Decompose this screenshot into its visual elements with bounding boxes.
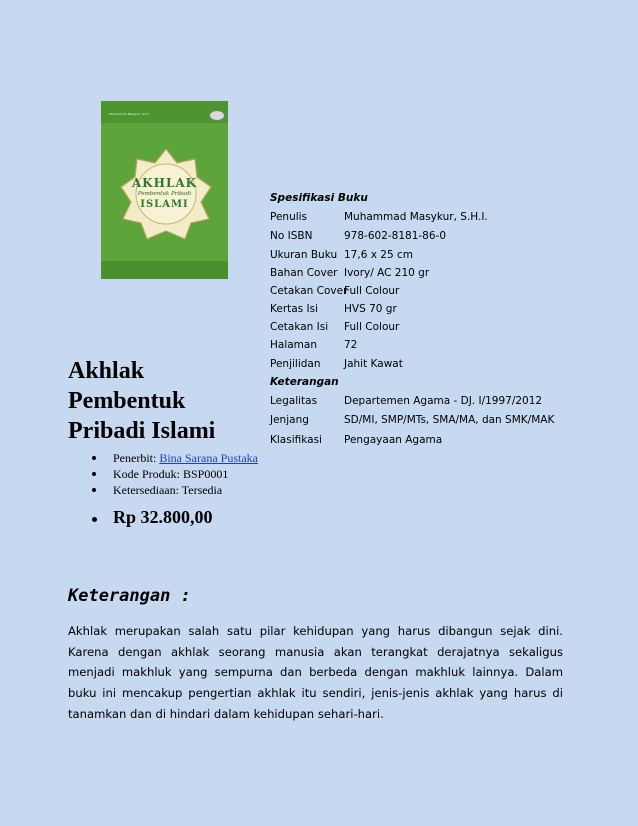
spec-label: Halaman [270, 339, 317, 351]
cover-bottom-band [101, 261, 228, 279]
spec-value: Ivory/ AC 210 gr [344, 267, 430, 279]
spec-row-klasifikasi [270, 432, 590, 449]
description-heading: Keterangan : [68, 586, 191, 606]
spec-value: 978-602-8181-86-0 [344, 230, 447, 242]
product-code: Kode Produk: BSP0001 [74, 466, 258, 482]
spec-label: Ukuran Buku [270, 249, 338, 261]
spec-label: No ISBN [270, 230, 313, 242]
spec-value: Jahit Kawat [344, 358, 403, 370]
spec-value: 72 [344, 339, 358, 351]
book-cover-image [101, 101, 228, 279]
spec-value: Muhammad Masykur, S.H.I. [344, 211, 488, 223]
spec-label: Legalitas [270, 395, 318, 407]
spec-value: HVS 70 gr [344, 303, 397, 315]
spec-row-ukuran [270, 247, 570, 264]
spec-value: Full Colour [344, 285, 400, 297]
spec-value: SD/MI, SMP/MTs, SMA/MA, dan SMK/MAK [344, 414, 555, 426]
publisher-item [74, 450, 258, 466]
spec-heading: Spesifikasi Buku [270, 192, 368, 204]
spec-row-jenjang [270, 412, 590, 429]
spec-label: Kertas Isi [270, 303, 318, 315]
description-text: Akhlak merupakan salah satu pilar kehidupan yang harus dibangun sejak dini. Karena dengan akhlak seorang manusia akan terangkat derajatnya sekaligus menjadi makhluk yang sempurna dan berbeda dengan makhluk lainnya. Dalam buku ini mencakup pengertian akhlak itu sendiri, jenis-jenis akhlak yang harus di tanamkan dan di hindari dalam kehidupan sehari-hari. [68, 624, 563, 721]
spec-row-penjilidan [270, 356, 570, 373]
spec-label: Bahan Cover [270, 267, 338, 279]
cover-title-main: AKHLAK [131, 176, 198, 190]
spec-heading-keterangan: Keterangan [270, 376, 339, 388]
product-title-line: Pembentuk [68, 388, 186, 414]
spec-row-legalitas [270, 393, 590, 410]
spec-row-cetakan-isi [270, 319, 570, 336]
price-value: Rp 32.800,00 [113, 507, 213, 527]
spec-row-penulis [270, 209, 570, 226]
product-meta-list [74, 450, 258, 498]
cover-title-sub: Pembentuk Pribadi [137, 191, 192, 197]
spec-row-bahan-cover [270, 265, 570, 282]
spec-label: Cetakan Cover [270, 285, 348, 297]
spec-value: Pengayaan Agama [344, 434, 443, 446]
spec-row-kertas-isi [270, 301, 570, 318]
spec-row-halaman [270, 337, 570, 354]
spec-label: Penjilidan [270, 358, 321, 370]
spec-label: Cetakan Isi [270, 321, 329, 333]
publisher-link[interactable]: Bina Sarana Pustaka [159, 451, 258, 465]
spec-label: Klasifikasi [270, 434, 322, 446]
availability: Ketersediaan: Tersedia [74, 482, 258, 498]
product-title-line: Akhlak [68, 358, 145, 384]
cover-author: Muhammad Masykur, S.H.I. [109, 112, 151, 116]
spec-value: 17,6 x 25 cm [344, 249, 413, 261]
spec-value: Departemen Agama - DJ. I/1997/2012 [344, 395, 543, 407]
product-title [68, 356, 258, 446]
spec-value: Full Colour [344, 321, 400, 333]
spec-label: Penulis [270, 211, 308, 223]
spec-row-cetakan-cover [270, 283, 570, 300]
spec-row-isbn [270, 228, 570, 245]
publisher-label: Penerbit: [113, 451, 160, 465]
publisher-logo-icon [209, 110, 225, 121]
cover-title-islami: ISLAMI [140, 199, 189, 210]
product-title-line: Pribadi Islami [68, 418, 216, 444]
spec-label: Jenjang [270, 414, 309, 426]
bullet-icon [92, 517, 97, 522]
